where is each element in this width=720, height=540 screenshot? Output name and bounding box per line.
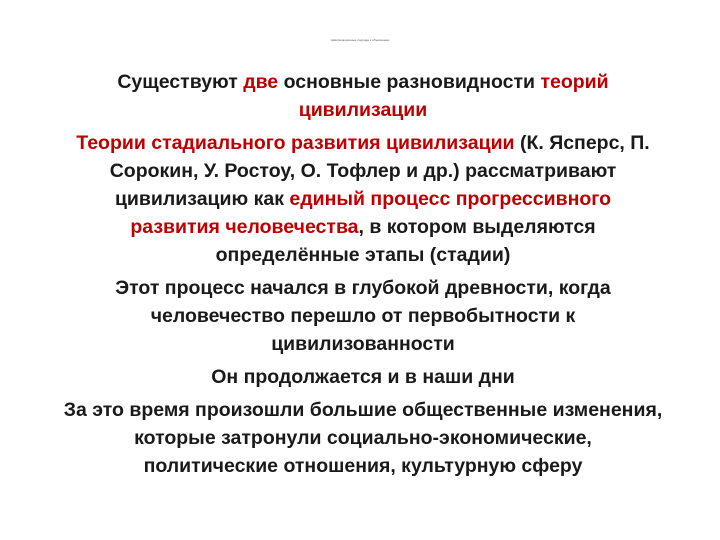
text-run: Существуют: [117, 71, 244, 93]
line: За это время произошли большие общественные изменения,: [63, 399, 663, 421]
paragraph-changes: [30, 396, 696, 480]
line: [30, 213, 696, 241]
line: человечество перешло от первобытности к: [150, 305, 576, 327]
line: определённые этапы (стадии): [215, 244, 511, 266]
line: Он продолжается и в наши дни: [211, 366, 515, 388]
paragraph-process-began: [30, 274, 696, 358]
paragraph-continues: [30, 363, 696, 391]
highlight-theories: теорий: [540, 71, 609, 93]
line: цивилизованности: [271, 333, 455, 355]
text-run: основные разновидности: [278, 71, 541, 93]
text-run: цивилизацию как: [114, 188, 290, 210]
line: Сорокин, У. Ростоу, О. Тофлер и др.) рассматривают: [109, 160, 617, 182]
line: [30, 68, 696, 96]
text-run: (К. Ясперс, П.: [514, 132, 650, 154]
line: [30, 185, 696, 213]
line: Этот процесс начался в глубокой древности, когда: [115, 277, 611, 299]
line: которые затронули социально-экономические,: [134, 427, 592, 449]
paragraph-stage-theories: [30, 129, 696, 269]
highlight-stage-theories: Теории стадиального развития цивилизации: [76, 132, 515, 154]
line: [30, 129, 696, 157]
highlight-civilization: цивилизации: [298, 99, 428, 121]
line: политические отношения, культурную сферу: [143, 455, 583, 477]
slide-title: Цивилизационные подходы к объяснению: [330, 38, 390, 42]
paragraph-types-of-theories: [30, 68, 696, 124]
highlight-human-development: развития человечества: [130, 216, 359, 238]
slide-body: [30, 68, 696, 485]
highlight-unified-process: единый процесс прогрессивного: [289, 188, 612, 210]
text-run: , в котором выделяются: [358, 216, 596, 238]
highlight-two: две: [243, 71, 279, 93]
